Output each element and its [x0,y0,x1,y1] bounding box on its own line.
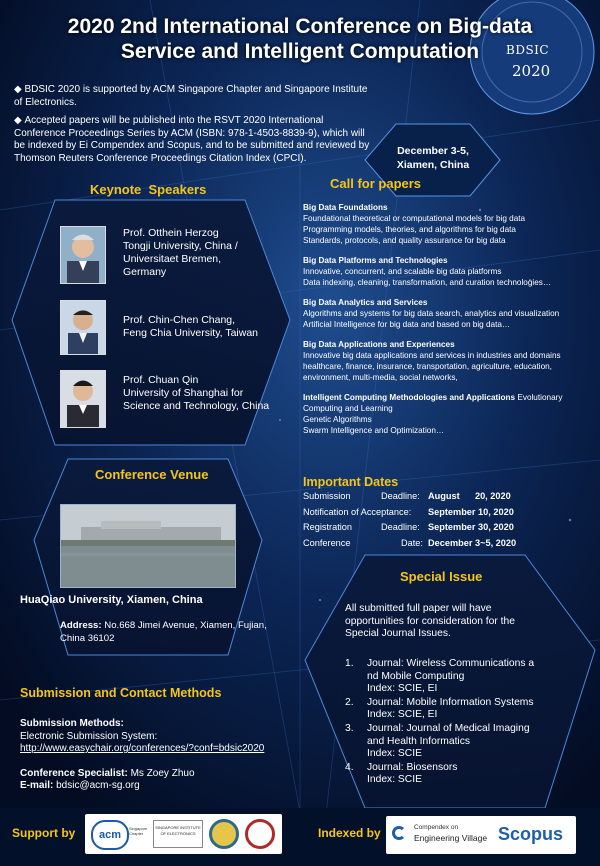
cfp-topic-title: Big Data Applications and Experiences [303,340,455,349]
cfp-topic-line: healthcare, finance, insurance, transportation, agriculture, education, [303,362,552,371]
special-journals [345,658,575,787]
support-logos [85,814,282,854]
compendex-line-1: Compendex on [414,824,459,831]
email-address[interactable]: bdsic@acm-sg.org [53,780,140,791]
cfp-topic-line: Innovative big data applications and services in industries and domains [303,351,561,360]
cfp-topic-line: Data indexing, cleaning, transformation, and curation technologies… [303,278,552,287]
cfp-topic-line: Artificial Intelligence for big data and based on big data… [303,320,511,329]
submission-block [20,718,310,793]
dates-label: Registration [303,522,353,532]
cfp-topic-2 [303,255,595,288]
dates-key: Deadline: [381,522,420,532]
special-heading: Special Issue [400,569,483,584]
submission-system-label: Electronic Submission System: [20,730,158,742]
submission-url-link[interactable]: http://www.easychair.org/conferences/?conf=bdsic2020 [20,743,265,754]
dates-row [303,505,533,521]
journal-num: 1. [345,658,354,669]
cfp-heading: Call for papers [330,176,422,191]
logo-year: 2020 [512,62,551,80]
cfp-topic-title: Big Data Platforms and Technologies [303,256,448,265]
submission-methods-label: Submission Methods: [20,718,124,729]
dates-label: Conference [303,537,351,548]
journal-text [367,697,534,722]
event-place: Xiamen, China [396,159,470,171]
title-line-1: 2020 2nd International Conference on Big-data [67,15,533,38]
cfp-topic-line: Standards, protocols, and quality assurance for big data [303,236,506,245]
cfp-topic-title: Big Data Foundations [303,203,388,212]
intro-text-1: BDSIC 2020 is supported by ACM Singapore Chapter and Singapore Institute of Electronics. [14,84,368,108]
keynote-heading: Keynote Speakers [90,182,207,197]
journal-item-2 [345,697,575,722]
acm-chapter-text: Singapore Chapter [129,826,148,836]
speaker-2-affil: Feng Chia University, Taiwan [123,327,259,339]
dates-key: Deadline: [381,491,420,501]
cfp-topic-3 [303,297,595,330]
speaker-photo-1 [60,226,106,284]
speaker-photo-3 [60,370,106,428]
cfp-topic-1 [303,202,595,246]
cfp-topic-line: Programming models, theories, and algorithms for big data [303,225,516,234]
specialist-label: Conference Specialist: [20,767,128,779]
scopus-logo: Scopus [498,824,564,844]
speaker-1-name: Prof. Otthein Herzog [123,227,219,239]
venue-address-label: Address: [60,620,102,631]
speaker-3-affil: University of Shanghai for Science and Technology, China [123,387,270,412]
specialist-row [20,768,310,781]
indexed-label: Indexed by [318,826,381,840]
logo-name: BDSIC [506,43,550,57]
journal-text [367,723,530,761]
event-date-badge [380,144,486,172]
email-row [20,780,310,793]
speaker-2-name: Prof. Chin-Chen Chang, [123,314,236,326]
acm-logo [91,820,129,850]
journal-line: Index: SCIE [367,774,422,786]
intro-bullet-1 [14,84,374,109]
journal-item-4 [345,762,575,787]
compendex-line-2: Engineering Village [414,833,488,843]
dates-value: December 3~5, 2020 [428,537,517,548]
support-label: Support by [12,826,76,840]
cfp-topic-line: environment, multi-media, social networks, [303,373,458,382]
dates-value: August 20, 2020 [428,491,511,501]
venue-name: HuaQiao University, Xiamen, China [20,594,203,606]
dates-label: Submission [303,491,351,501]
intro-text-2: Accepted papers will be published into the RSVT 2020 International Conference Proceedings Series by ACM (ISBN: 978-1-4503-8839-9), which will be indexed by Ei Compendex and Scopus, and to be submitted and reviewed by Thomson Reuters Conference Proceedings Citation Index (CPCI). [14,115,370,164]
journal-num: 3. [345,722,354,734]
special-intro: All submitted full paper will have opportunities for consideration for the Special Journal Issues. [345,603,515,640]
specialist-name: Ms Zoey Zhuo [127,767,195,779]
cfp-topic-title: Big Data Analytics and Services [303,298,428,307]
dates-label: Notification of Acceptance: [303,506,412,517]
venue-heading: Conference Venue [95,467,209,482]
dates-key: Date: [401,537,423,548]
journal-line: Index: SCIE [367,748,422,760]
speaker-3-name: Prof. Chuan Qin [123,374,199,386]
submission-heading: Submission and Contact Methods [20,686,222,700]
gear-seal-icon [209,819,239,849]
sie-logo-text: SINGAPORE INSTITUTE OF ELECTRONICS [155,825,201,836]
diamond-bullet-icon: ◆ [14,84,25,95]
dates-value: September 30, 2020 [428,522,514,532]
dates-value: September 10, 2020 [428,506,514,517]
journal-text [367,762,457,787]
cfp-topic-4 [303,339,595,383]
speaker-1-affil: Tongji University, China / Universitaet Bremen, Germany [123,240,238,278]
journal-line: Journal: Biosensors [367,761,458,773]
journal-item-3 [345,723,575,761]
speaker-1 [123,227,263,279]
cfp-topic-line: Foundational theoretical or computational models for big data [303,214,526,223]
email-label: E-mail: [20,780,54,791]
journal-line: Index: SCIE, EI [367,709,438,721]
journal-num: 2. [345,696,354,708]
indexed-logos [386,816,576,854]
cfp-topic-line: Algorithms and systems for big data search, analytics and visualization [303,309,560,318]
journal-text [367,658,534,696]
speaker-3 [123,374,273,413]
cfp-topic-inline: Evolutionary [515,393,563,402]
title-line-2: Service and Intelligent Computation [120,40,480,63]
journal-line: Journal: Wireless Communications a [367,658,535,669]
cfp-topic-line: Computing and Learning [303,404,393,413]
event-dates: December 3-5, [397,145,469,157]
journal-num: 4. [345,761,354,773]
cfp-topic-line: Genetic Algorithms [303,415,372,424]
dates-row [303,536,533,552]
dates-heading: Important Dates [303,475,399,489]
journal-line: nd Mobile Computing [367,670,465,682]
cfp-topic-5 [303,392,595,436]
university-seal-icon [245,819,275,849]
cfp-topic-line: Swarm Intelligence and Optimization… [303,426,445,435]
dates-row [303,520,533,536]
compendex-icon [392,826,406,840]
diamond-bullet-icon: ◆ [14,115,25,126]
venue-address-text: No.668 Jimei Avenue, Xiamen, Fujian, China 36102 [60,620,267,644]
sie-logo [153,820,203,848]
journal-line: Index: SCIE, EI [367,683,438,695]
venue-address [60,620,270,645]
journal-line: and Health Informatics [367,735,471,747]
cfp-topic-line: Innovative, concurrent, and scalable big data platforms [303,267,502,276]
cfp-topic-title-row [303,392,595,403]
acm-logo-text: acm [98,829,122,841]
journal-item-1 [345,658,575,696]
cfp-topics [303,202,595,436]
speaker-photo-2 [60,300,106,355]
speaker-2 [123,314,273,340]
cfp-topic-title: Intelligent Computing Methodologies and Applications [303,393,516,402]
journal-line: Journal: Journal of Medical Imaging [367,722,530,734]
dates-row [303,489,533,505]
intro-bullet-2 [14,115,374,165]
dates-table [303,489,533,551]
venue-photo [60,504,236,588]
journal-line: Journal: Mobile Information Systems [367,696,534,708]
